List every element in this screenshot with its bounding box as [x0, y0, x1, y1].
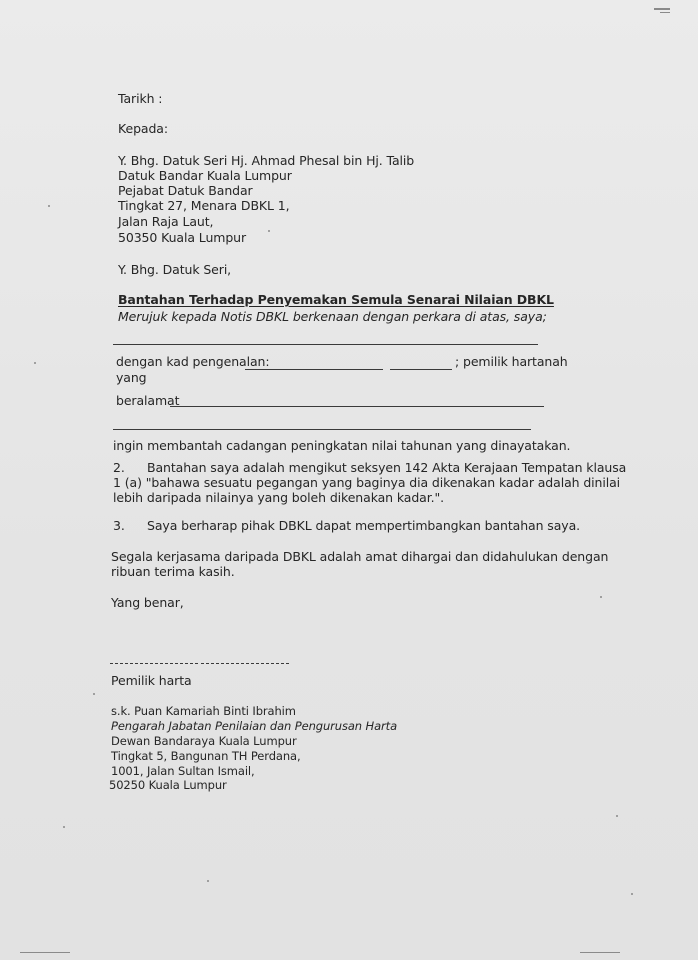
objection-text: ingin membantah cadangan peningkatan nilai tahunan yang dinayatakan.: [113, 438, 571, 453]
signature-label: Pemilik harta: [111, 673, 192, 688]
ic-blank-line: [245, 369, 383, 370]
scan-speck: [268, 230, 270, 232]
cc-line: s.k. Puan Kamariah Binti Ibrahim: [111, 704, 296, 718]
cc-line: 1001, Jalan Sultan Ismail,: [111, 764, 255, 778]
signoff: Yang benar,: [111, 595, 184, 610]
cc-line: Dewan Bandaraya Kuala Lumpur: [111, 734, 297, 748]
name-blank-line: [113, 344, 538, 345]
address-blank-line-2: [113, 429, 531, 430]
recipient-line: Tingkat 27, Menara DBKL 1,: [118, 198, 290, 213]
recipient-line: Jalan Raja Laut,: [118, 214, 214, 229]
recipient-line: Datuk Bandar Kuala Lumpur: [118, 168, 292, 183]
scan-speck: [48, 205, 50, 207]
scan-speck: [93, 693, 95, 695]
paragraph-line: lebih daripada nilainya yang boleh dikenakan kadar.".: [113, 490, 445, 505]
recipient-line: Pejabat Datuk Bandar: [118, 183, 253, 198]
signature-line: [110, 663, 198, 664]
cc-line: Tingkat 5, Bangunan TH Perdana,: [111, 749, 301, 763]
cc-line: Pengarah Jabatan Penilaian dan Pengurusan Harta: [111, 719, 398, 733]
address-blank-line: [170, 406, 544, 407]
paragraph-number: 3.: [113, 518, 125, 533]
signature-line-2: [201, 663, 289, 664]
recipient-line: Y. Bhg. Datuk Seri Hj. Ahmad Phesal bin Hj. Talib: [118, 153, 415, 168]
recipient-line: 50350 Kuala Lumpur: [118, 230, 247, 245]
closing-line: Segala kerjasama daripada DBKL adalah amat dihargai dan didahulukan dengan: [111, 549, 609, 564]
owner-label-cont: yang: [116, 370, 147, 385]
paragraph-line: Saya berharap pihak DBKL dapat mempertimbangkan bantahan saya.: [147, 518, 581, 533]
scan-speck: [616, 815, 618, 817]
paragraph-number: 2.: [113, 460, 125, 475]
scan-speck: [600, 596, 602, 598]
address-label: beralamat: [116, 393, 180, 408]
scan-speck: [631, 893, 633, 895]
paragraph-line: Bantahan saya adalah mengikut seksyen 142 Akta Kerajaan Tempatan klausa: [147, 460, 627, 475]
closing-line: ribuan terima kasih.: [111, 564, 235, 579]
subject-line: Bantahan Terhadap Penyemakan Semula Senarai Nilaian DBKL: [118, 292, 554, 307]
scan-mark: [654, 8, 670, 10]
scan-mark: [20, 952, 70, 953]
scan-speck: [34, 362, 36, 364]
scan-mark: [580, 952, 620, 953]
scan-mark: [660, 12, 670, 13]
ic-label: dengan kad pengenalan:: [116, 354, 270, 369]
intro-text: Merujuk kepada Notis DBKL berkenaan dengan perkara di atas, saya;: [118, 309, 547, 324]
scan-speck: [207, 880, 209, 882]
scan-speck: [63, 826, 65, 828]
paragraph-line: 1 (a) "bahawa sesuatu pegangan yang baginya dia dikenakan kadar adalah dinilai: [113, 475, 621, 490]
owner-label: ; pemilik hartanah: [455, 354, 568, 369]
ic-blank-line-2: [390, 369, 452, 370]
salutation: Y. Bhg. Datuk Seri,: [118, 262, 232, 277]
date-label: Tarikh :: [118, 91, 163, 106]
to-label: Kepada:: [118, 121, 168, 136]
cc-line: 50250 Kuala Lumpur: [109, 778, 227, 792]
